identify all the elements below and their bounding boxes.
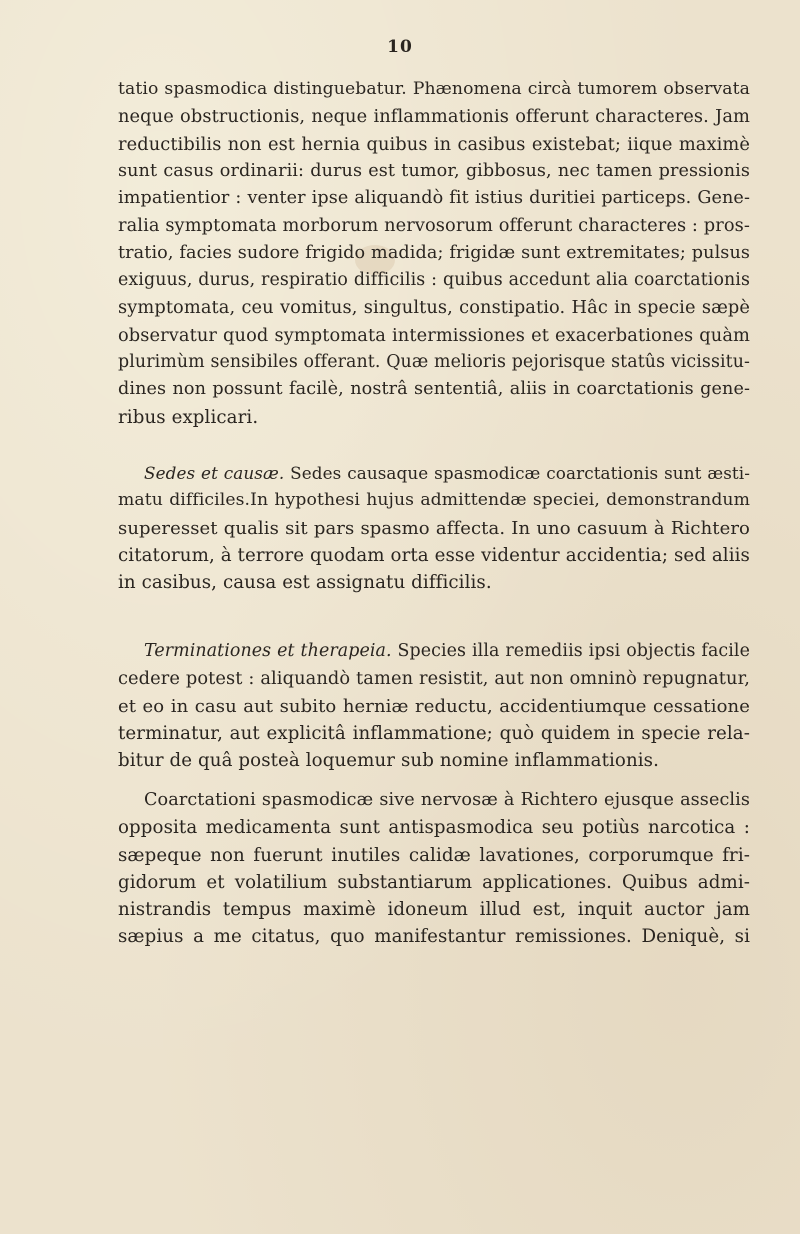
text-line: nistrandis tempus maximè idoneum illud est, inquit auctor jam <box>118 899 750 921</box>
text-line: impatientior : venter ipse aliquandò fit istius duritiei particeps. Gene- <box>118 188 750 209</box>
text-line-indented <box>118 787 750 814</box>
text-span: Coarctationi spasmodicæ sive nervosæ à Richtero ejusque asseclis <box>144 790 750 810</box>
text-line: exiguus, durus, respiratio difficilis : quibus accedunt alia coarctationis <box>118 270 750 291</box>
text-line: tratio, facies sudore frigido madida; frigidæ sunt extremitates; pulsus <box>118 242 750 263</box>
text-span: Species illa remediis ipsi objectis facile <box>391 641 750 661</box>
paragraph-sedes-et-causae <box>118 460 750 596</box>
text-line-with-heading <box>118 638 750 665</box>
text-span: Sedes causaque spasmodicæ coarctationis sunt æsti- <box>284 463 750 483</box>
text-line: superesset qualis sit pars spasmo affecta. In uno casuum à Richtero <box>118 517 750 539</box>
text-line: dines non possunt facilè, nostrâ sententiâ, aliis in coarctationis gene- <box>118 379 750 400</box>
text-line: terminatur, aut explicitâ inflammatione; quò quidem in specie rela- <box>118 722 750 744</box>
text-line: ralia symptomata morborum nervosorum offerunt characteres : pros- <box>118 215 750 237</box>
text-line: opposita medicamenta sunt antispasmodica seu potiùs narcotica : <box>118 817 750 839</box>
paragraph-coarctationi <box>118 787 750 951</box>
text-line-with-heading <box>118 460 750 487</box>
text-line: sunt casus ordinarii: durus est tumor, gibbosus, nec tamen pressionis <box>118 160 750 181</box>
text-line: gidorum et volatilium substantiarum applicationes. Quibus admi- <box>118 871 750 893</box>
text-line: citatorum, à terrore quodam orta esse videntur accidentia; sed aliis <box>118 544 750 566</box>
text-line: symptomata, ceu vomitus, singultus, constipatio. Hâc in specie sæpè <box>118 297 750 319</box>
text-line: sæpeque non fuerunt inutiles calidæ lavationes, corporumque fri- <box>118 844 750 866</box>
page-number: 10 <box>387 37 413 57</box>
paragraph-1 <box>118 76 750 431</box>
text-line: ribus explicari. <box>118 406 259 428</box>
text-line: observatur quod symptomata intermissiones et exacerbationes quàm <box>118 324 750 346</box>
text-line: neque obstructionis, neque inflammationis offerunt characteres. Jam <box>118 106 750 128</box>
section-heading: Sedes et causæ. <box>144 463 285 483</box>
text-line: sæpius a me citatus, quo manifestantur remissiones. Deniquè, si <box>118 926 750 948</box>
text-line: in casibus, causa est assignatu difficilis. <box>118 572 492 594</box>
text-line: tatio spasmodica distinguebatur. Phænomena circà tumorem observata <box>118 79 750 99</box>
text-line: cedere potest : aliquandò tamen resistit, aut non omninò repugnatur, <box>118 668 750 690</box>
text-line: plurimùm sensibiles offerant. Quæ melioris pejorisque statûs vicissitu- <box>118 351 750 372</box>
section-heading: Terminationes et therapeia. <box>144 641 392 661</box>
text-line: matu difficiles.In hypothesi hujus admittendæ speciei, demonstrandum <box>118 490 750 511</box>
text-line: bitur de quâ posteà loquemur sub nomine inflammationis. <box>118 750 660 772</box>
text-line: reductibilis non est hernia quibus in casibus existebat; iique maximè <box>118 133 750 155</box>
text-line: et eo in casu aut subito herniæ reductu, accidentiumque cessatione <box>118 695 750 717</box>
paragraph-terminationes-et-therapeia <box>118 638 750 774</box>
